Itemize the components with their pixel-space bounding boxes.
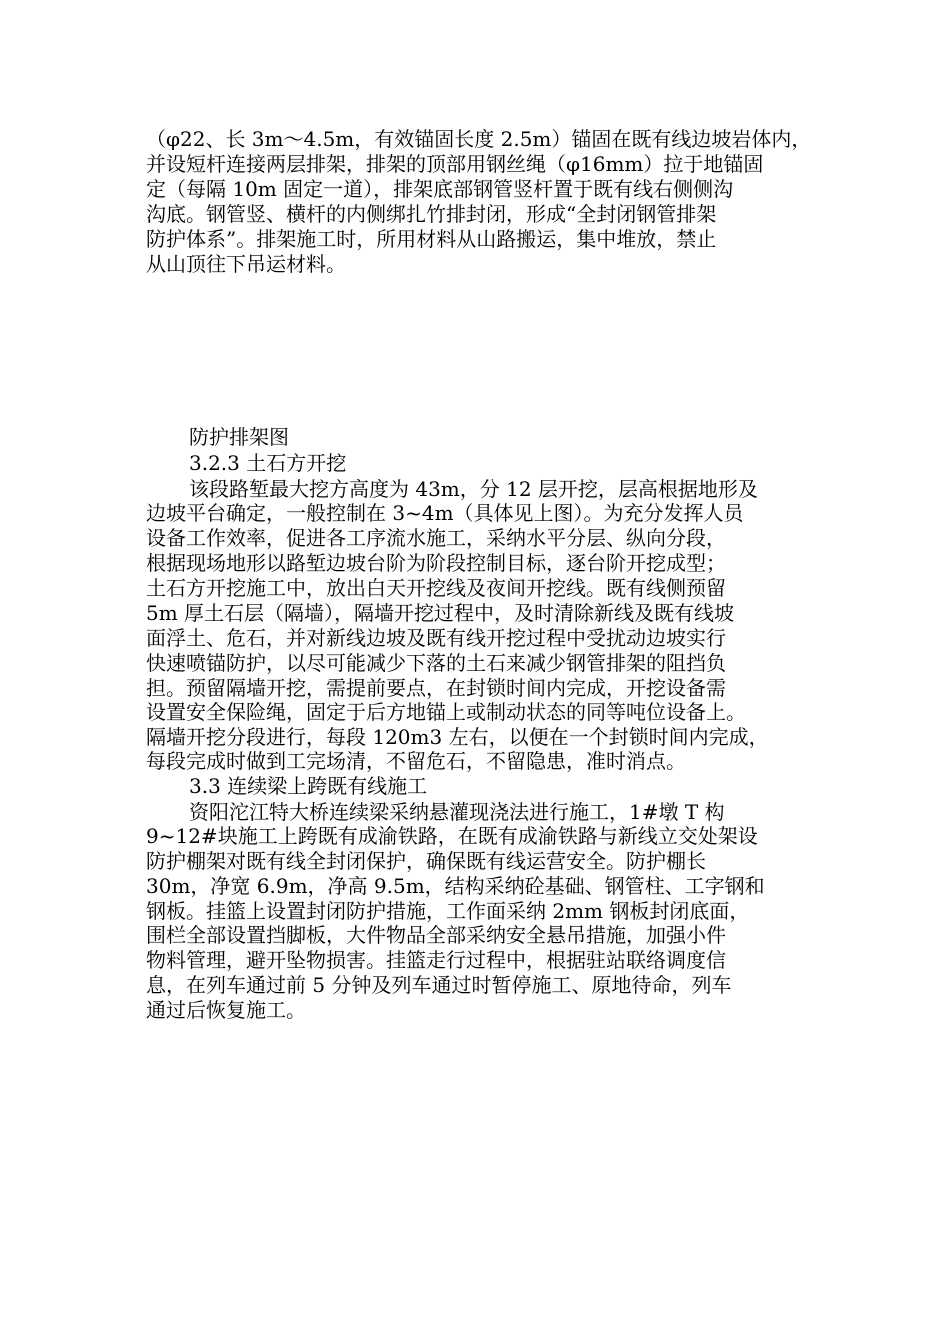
section-heading-3-3: 3.3 连续梁上跨既有线施工 — [189, 774, 428, 798]
paragraph-line: 5m 厚土石层（隔墙），隔墙开挖过程中，及时清除新线及既有线坡 — [146, 601, 735, 625]
paragraph-line: 定（每隔 10m 固定一道），排架底部钢管竖杆置于既有线右侧侧沟 — [146, 177, 734, 201]
paragraph-line: 隔墙开挖分段进行，每段 120m3 左右，以便在一个封锁时间内完成， — [146, 725, 769, 749]
paragraph-line: 并设短杆连接两层排架，排架的顶部用钢丝绳（φ16mm）拉于地锚固 — [146, 152, 764, 176]
paragraph-line: 边坡平台确定，一般控制在 3~4m（具体见上图）。为充分发挥人员 — [146, 501, 744, 525]
paragraph-line: 9~12#块施工上跨既有成渝铁路，在既有成渝铁路与新线立交处架设 — [146, 824, 758, 848]
paragraph-line: 每段完成时做到工完场清，不留危石，不留隐患，准时消点。 — [146, 749, 686, 773]
paragraph-line: 资阳沱江特大桥连续梁采纳悬灌现浇法进行施工，1#墩 T 构 — [189, 800, 725, 824]
paragraph-line: 防护棚架对既有线全封闭保护，确保既有线运营安全。防护棚长 — [146, 849, 706, 873]
paragraph-line: 通过后恢复施工。 — [146, 998, 306, 1022]
paragraph-line: 息，在列车通过前 5 分钟及列车通过时暂停施工、原地待命，列车 — [146, 973, 732, 997]
paragraph-line: 钢板。挂篮上设置封闭防护措施，工作面采纳 2mm 钢板封闭底面， — [146, 899, 750, 923]
paragraph-line: 沟底。钢管竖、横杆的内侧绑扎竹排封闭，形成“全封闭钢管排架 — [146, 202, 717, 226]
figure-caption: 防护排架图 — [189, 425, 289, 449]
paragraph-line: 围栏全部设置挡脚板，大件物品全部采纳安全悬吊措施，加强小件 — [146, 923, 726, 947]
paragraph-line: （φ22、长 3m～4.5m，有效锚固长度 2.5m）锚固在既有线边坡岩体内， — [146, 127, 812, 151]
paragraph-line: 防护体系”。排架施工时，所用材料从山路搬运，集中堆放，禁止 — [146, 227, 717, 251]
paragraph-line: 面浮土、危石，并对新线边坡及既有线开挖过程中受扰动边坡实行 — [146, 626, 726, 650]
paragraph-line: 该段路堑最大挖方高度为 43m，分 12 层开挖，层高根据地形及 — [189, 477, 758, 501]
paragraph-line: 根据现场地形以路堑边坡台阶为阶段控制目标，逐台阶开挖成型； — [146, 551, 726, 575]
paragraph-line: 快速喷锚防护，以尽可能减少下落的土石来减少钢管排架的阻挡负 — [146, 651, 726, 675]
section-heading-3-2-3: 3.2.3 土石方开挖 — [189, 451, 347, 475]
paragraph-line: 土石方开挖施工中，放出白天开挖线及夜间开挖线。既有线侧预留 — [146, 576, 726, 600]
paragraph-line: 设置安全保险绳，固定于后方地锚上或制动状态的同等吨位设备上。 — [146, 700, 746, 724]
paragraph-line: 担。预留隔墙开挖，需提前要点，在封锁时间内完成，开挖设备需 — [146, 676, 726, 700]
paragraph-line: 设备工作效率，促进各工序流水施工，采纳水平分层、纵向分段， — [146, 526, 726, 550]
paragraph-line: 30m，净宽 6.9m，净高 9.5m，结构采纳砼基础、钢管柱、工字钢和 — [146, 874, 765, 898]
paragraph-line: 物料管理，避开坠物损害。挂篮走行过程中，根据驻站联络调度信 — [146, 948, 726, 972]
paragraph-line: 从山顶往下吊运材料。 — [146, 252, 346, 276]
